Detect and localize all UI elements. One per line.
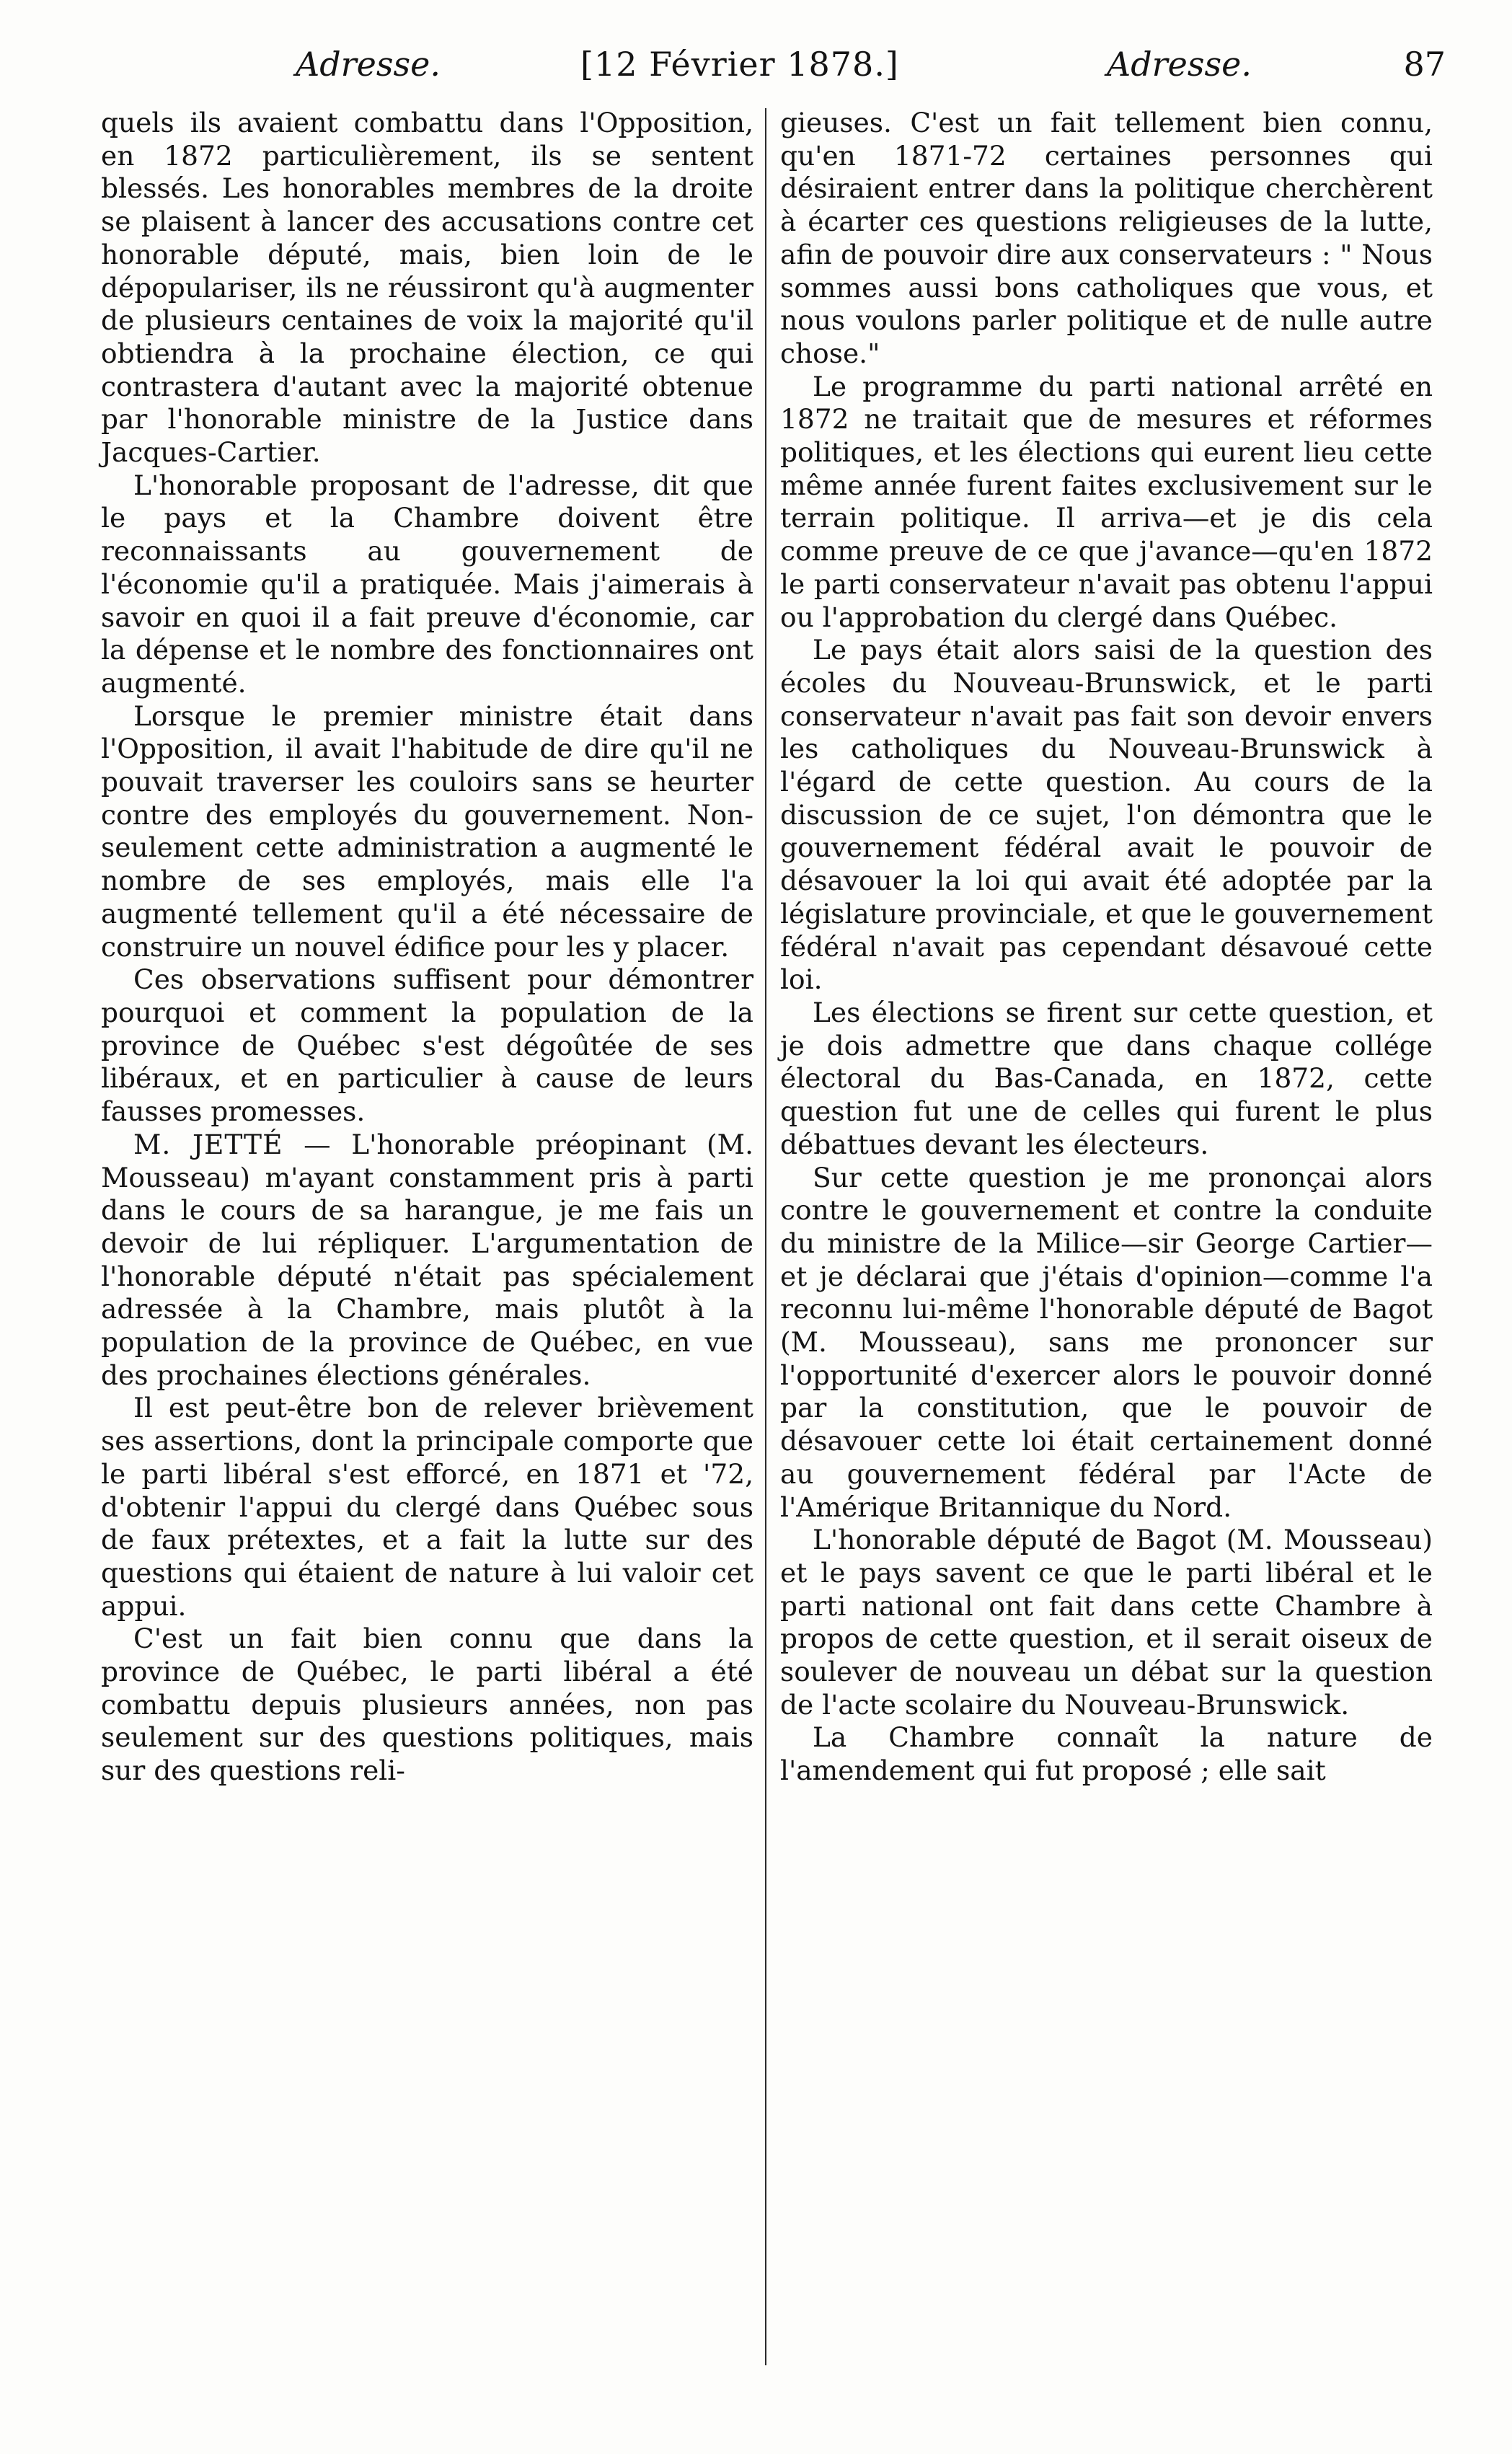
paragraph: Le pays était alors saisi de la question des écoles du Nouveau-Brunswick, et le parti conservateur n'avait pas fait son devoir envers les catholiques du Nouveau-Brunswick à l'égard de cette question. Au cours de la discussion de ce sujet, l'on démontra que le gouvernement fédéral avait le pouvoir de désavouer la loi qui avait été adoptée par la législature provinciale, et que le gouvernement fédéral n'avait pas cependant désavoué cette loi. (780, 634, 1433, 996)
paragraph: Les élections se firent sur cette question, et je dois admettre que dans chaque collége électoral du Bas-Canada, en 1872, cette question fut une de celles qui furent le plus débattues devant les électeurs. (780, 996, 1433, 1160)
speaker-name: M. JETTÉ (133, 1128, 283, 1160)
left-column (101, 107, 753, 1788)
paragraph: Le programme du parti national arrêté en 1872 ne traitait que de mesures et réformes politiques, et les élections qui eurent lieu cette même année furent faites exclusivement sur le terrain politique. Il arriva—et je dis cela comme preuve de ce que j'avance—qu'en 1872 le parti conservateur n'avait pas obtenu l'appui ou l'approbation du clergé dans Québec. (780, 370, 1433, 633)
paragraph: gieuses. C'est un fait tellement bien connu, qu'en 1871-72 certaines personnes qui désiraient entrer dans la politique cherchèrent à écarter ces questions religieuses de la lutte, afin de pouvoir dire aux conservateurs : " Nous sommes aussi bons catholiques que vous, et nous voulons parler politique et de nulle autre chose." (780, 107, 1433, 369)
paragraph: L'honorable proposant de l'adresse, dit que le pays et la Chambre doivent être reconnaissants au gouvernement de l'économie qu'il a pratiquée. Mais j'aimerais à savoir en quoi il a fait preuve d'économie, car la dépense et le nombre des fonctionnaires ont augmenté. (101, 469, 753, 699)
paragraph: Lorsque le premier ministre était dans l'Opposition, il avait l'habitude de dire qu'il ne pouvait traverser les couloirs sans se heurter contre des employés du gouvernement. Non-seulement cette administration a augmenté le nombre de ses employés, mais elle l'a augmenté tellement qu'il a été nécessaire de construire un nouvel édifice pour les y placer. (101, 699, 753, 963)
running-header (101, 45, 1446, 95)
speech-text: — L'honorable préopinant (M. Mousseau) m'ayant constamment pris à parti dans le cours de sa harangue, je me fais un devoir de lui répliquer. L'argumentation de l'honorable député n'était pas spécialement adressée à la Chambre, mais plutôt à la population de la province de Québec, en vue des prochaines élections générales. (101, 1128, 754, 1391)
paragraph: quels ils avaient combattu dans l'Opposition, en 1872 particulièrement, ils se sentent blessés. Les honorables membres de la droite se plaisent à lancer des accusations contre cet honorable député, mais, bien loin de le dépopulariser, ils ne réussiront qu'à augmenter de plusieurs centaines de voix la majorité qu'il obtiendra à la prochaine élection, ce qui contrastera d'autant avec la majorité obtenue par l'honorable ministre de la Justice dans Jacques-Cartier. (101, 107, 753, 469)
paragraph: C'est un fait bien connu que dans la province de Québec, le parti libéral a été combattu depuis plusieurs années, non pas seulement sur des questions politiques, mais sur des questions reli- (101, 1623, 753, 1787)
paragraph: Il est peut-être bon de relever brièvement ses assertions, dont la principale comporte que le parti libéral s'est efforcé, en 1871 et '72, d'obtenir l'appui du clergé dans Québec sous de faux prétextes, et a fait la lutte sur des questions qui étaient de nature à lui valoir cet appui. (101, 1392, 753, 1622)
page-number: 87 (1403, 45, 1446, 84)
paragraph: Ces observations suffisent pour démontrer pourquoi et comment la population de la province de Québec s'est dégoûtée de ses libéraux, et en particulier à cause de leurs fausses promesses. (101, 963, 753, 1128)
header-right-title: Adresse. (1107, 45, 1252, 84)
paragraph: Sur cette question je me prononçai alors contre le gouvernement et contre la conduite du ministre de la Milice—sir George Cartier—et je déclarai que j'étais d'opinion—comme l'a reconnu lui-même l'honorable député de Bagot (M. Mousseau), sans me prononcer sur l'opportunité d'exercer alors le pouvoir donné par la constitution, que le pouvoir de désavouer cette loi était certainement donné au gouvernement fédéral par l'Acte de l'Amérique Britannique du Nord. (780, 1161, 1433, 1523)
column-divider (765, 108, 766, 2365)
paragraph: La Chambre connaît la nature de l'amendement qui fut proposé ; elle sait (780, 1721, 1433, 1787)
speech-paragraph (101, 1129, 753, 1392)
header-left-title: Adresse. (296, 45, 441, 84)
header-date: [12 Février 1878.] (580, 45, 899, 84)
right-column (780, 107, 1433, 1788)
paragraph: L'honorable député de Bagot (M. Mousseau) et le pays savent ce que le parti libéral et le parti national ont fait dans cette Chambre à propos de cette question, et il serait oiseux de soulever de nouveau un débat sur la question de l'acte scolaire du Nouveau-Brunswick. (780, 1524, 1433, 1721)
